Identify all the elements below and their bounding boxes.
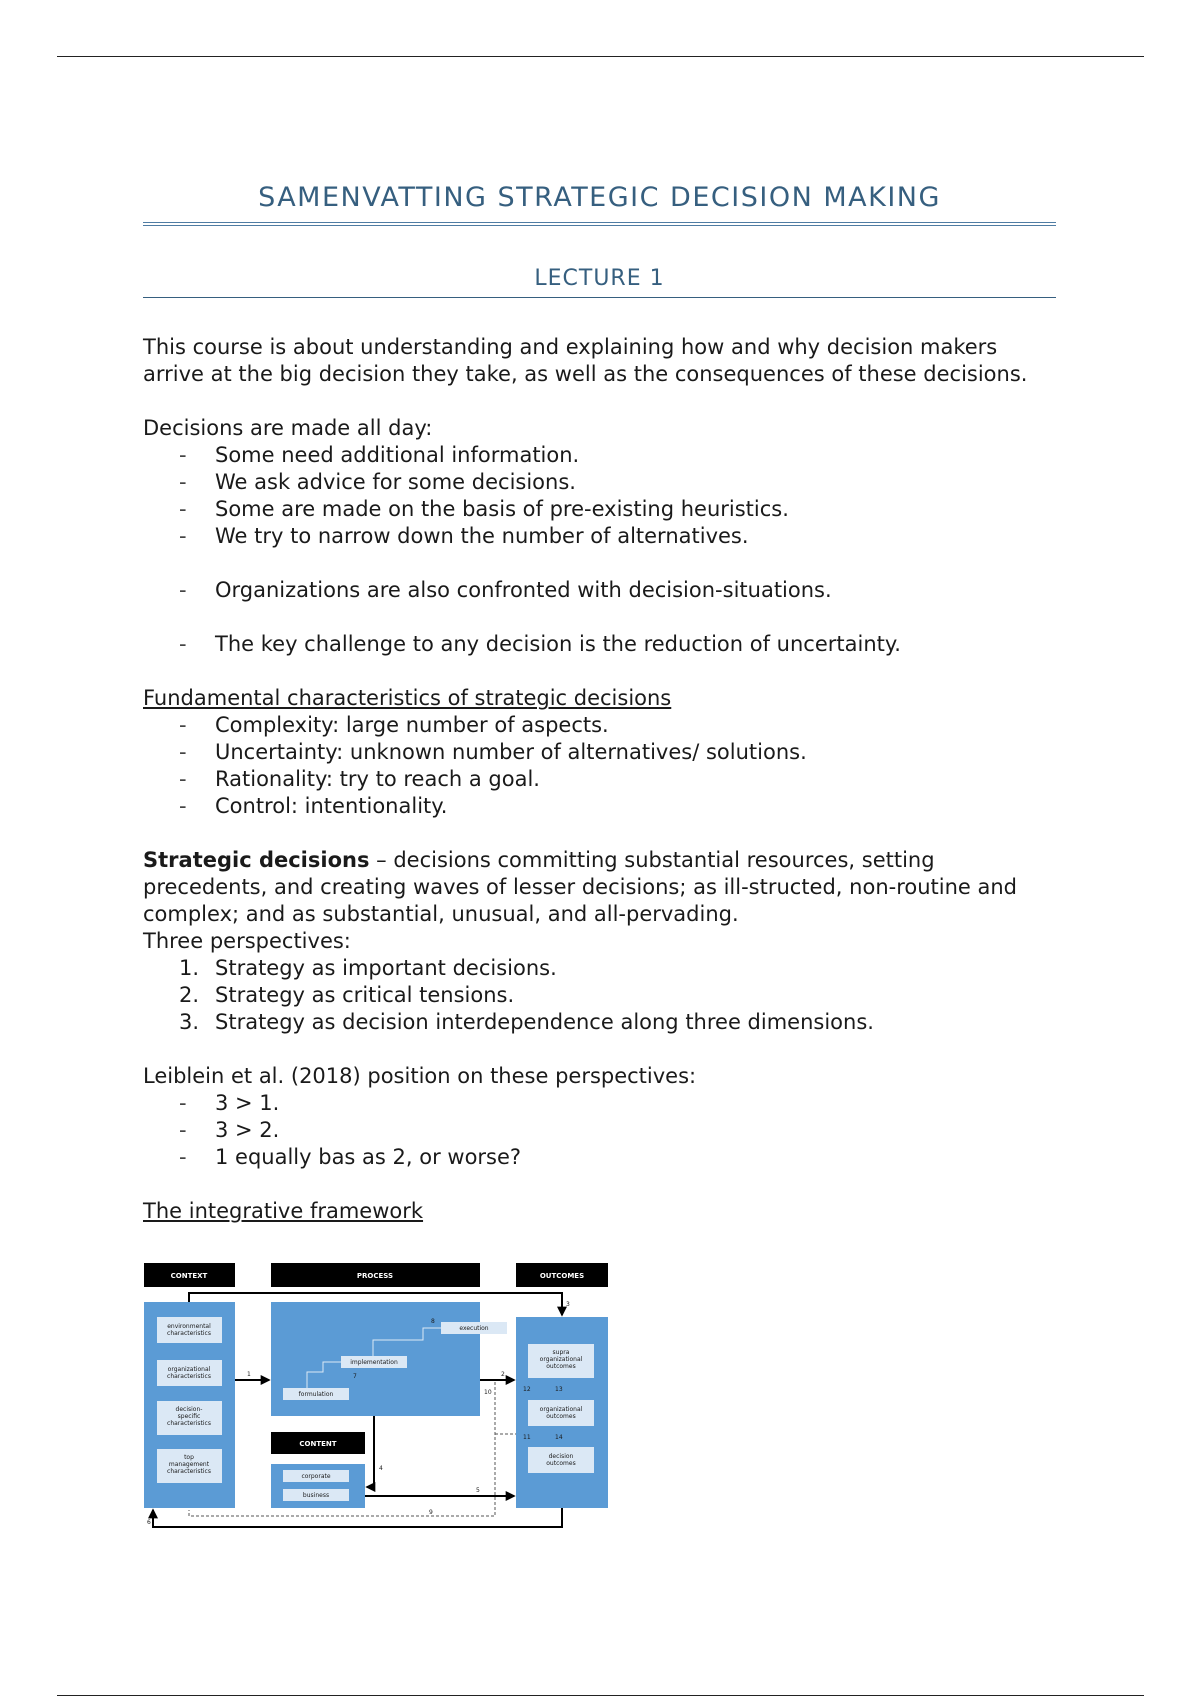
list-item: - We try to narrow down the number of alternatives. (179, 524, 749, 549)
context-item-label: decision-specific characteristics (167, 1406, 211, 1427)
perspectives-lead: Three perspectives: (143, 929, 351, 954)
list-item: - Uncertainty: unknown number of alternatives/ solutions. (179, 740, 807, 765)
arrow-number: 9 (429, 1509, 433, 1516)
page-bottom-rule (57, 1695, 1144, 1696)
strategic-definition-text: – decisions committing substantial resources, setting precedents, and creating waves of lesser decisions; as ill-structed, non-routine and complex; and as substantial, unusual, and all-pervading. (143, 848, 1018, 927)
outcome-item-label: supra organizational outcomes (539, 1349, 583, 1370)
process-step-label: implementation (350, 1359, 398, 1366)
arrow-number: 3 (566, 1301, 570, 1308)
list-item: - The key challenge to any decision is the reduction of uncertainty. (179, 632, 901, 657)
decisions-list (143, 442, 1056, 550)
arrow-number: 10 (484, 1389, 492, 1396)
arrow-number: 14 (555, 1434, 563, 1441)
list-item: 1. Strategy as important decisions. (179, 956, 557, 981)
arrow-number: 1 (247, 1371, 251, 1378)
process-header-label: PROCESS (356, 1272, 394, 1280)
context-item-label: environmental characteristics (167, 1323, 211, 1337)
context-item-label: organizational characteristics (167, 1366, 211, 1380)
process-step-label: formulation (298, 1391, 334, 1398)
intro-paragraph: This course is about understanding and explaining how and why decision makers arrive at the big decision they take, as well as the consequences of these decisions. (143, 335, 1028, 387)
arrow-number: 11 (523, 1434, 531, 1441)
content-item-label: corporate (301, 1473, 331, 1480)
arrow-number: 5 (476, 1487, 480, 1494)
list-item: - 3 > 1. (179, 1091, 280, 1116)
organizations-list (143, 577, 1056, 604)
content-item-label: business (302, 1492, 330, 1499)
outcome-item-label: organizational outcomes (539, 1406, 583, 1420)
document-title: SAMENVATTING STRATEGIC DECISION MAKING (143, 180, 1056, 226)
key-challenge-list (143, 631, 1056, 658)
decisions-lead: Decisions are made all day: (143, 416, 433, 441)
arrow-number: 6 (147, 1519, 151, 1526)
arrow-number: 7 (353, 1373, 357, 1380)
list-item: - We ask advice for some decisions. (179, 470, 576, 495)
framework-heading: The integrative framework (143, 1199, 424, 1224)
strategic-definition (143, 847, 1056, 928)
page-top-rule (57, 56, 1144, 57)
outcome-item-label: decision outcomes (546, 1453, 576, 1467)
list-item: 3. Strategy as decision interdependence along three dimensions. (179, 1010, 874, 1035)
list-item: - 1 equally bas as 2, or worse? (179, 1145, 522, 1170)
list-item: - Rationality: try to reach a goal. (179, 767, 540, 792)
perspectives-list (143, 955, 1056, 1036)
leiblein-list (143, 1090, 1056, 1171)
arrow-outcomes-feedback (153, 1508, 562, 1527)
context-item-label: top management characteristics (167, 1454, 211, 1475)
document-body (143, 180, 1056, 1225)
arrow-number: 4 (379, 1465, 383, 1472)
fundamentals-heading: Fundamental characteristics of strategic decisions (143, 686, 672, 711)
list-item: - 3 > 2. (179, 1118, 280, 1143)
list-item: 2. Strategy as critical tensions. (179, 983, 515, 1008)
arrow-number: 8 (431, 1318, 435, 1325)
list-item: - Complexity: large number of aspects. (179, 713, 609, 738)
list-item: - Organizations are also confronted with decision-situations. (179, 578, 832, 603)
context-header-label: CONTEXT (170, 1272, 208, 1280)
lecture-heading: LECTURE 1 (143, 264, 1056, 298)
outcomes-header-label: OUTCOMES (539, 1272, 585, 1280)
fundamentals-list (143, 712, 1056, 820)
integrative-framework-diagram (143, 1262, 610, 1532)
list-item: - Some need additional information. (179, 443, 580, 468)
content-header-label: CONTENT (299, 1440, 337, 1448)
leiblein-lead: Leiblein et al. (2018) position on these perspectives: (143, 1064, 697, 1089)
strategic-term: Strategic decisions (143, 848, 370, 873)
arrow-number: 13 (555, 1386, 563, 1393)
list-item: - Some are made on the basis of pre-existing heuristics. (179, 497, 789, 522)
arrow-number: 2 (501, 1371, 505, 1378)
process-step-label: execution (459, 1325, 489, 1332)
list-item: - Control: intentionality. (179, 794, 448, 819)
arrow-number: 12 (523, 1386, 531, 1393)
arrow-process-to-content (367, 1416, 374, 1487)
